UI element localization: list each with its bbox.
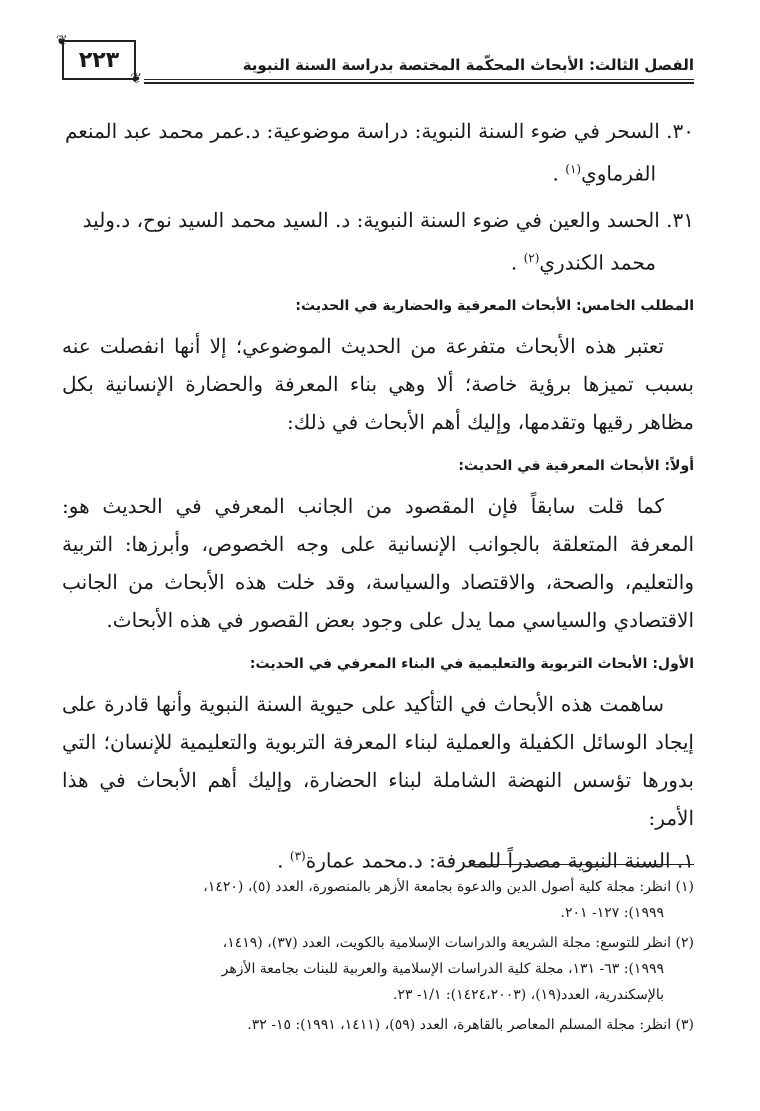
footnote-ref: (٢) xyxy=(523,250,540,265)
author-name: الفرماوي xyxy=(581,161,656,186)
footnote-2-line3: بالإسكندرية، العدد(١٩)، (١٤٢٤،٢٠٠٣): ١/١- ٢٣. xyxy=(392,987,664,1003)
footnote-2-line2: ١٩٩٩): ٦٣- ١٣١، مجلة كلية الدراسات الإسلامية والعربية للبنات بجامعة الأزهر xyxy=(221,961,664,977)
terminator: . xyxy=(552,161,559,186)
footnotes xyxy=(62,874,694,1042)
list-item-31-line2 xyxy=(62,239,694,282)
footnote-3 xyxy=(62,1012,694,1038)
ornament-icon: ❦ xyxy=(56,33,68,49)
subsection-paragraph: كما قلت سابقاً فإن المقصود من الجانب المعرفي في الحديث هو: المعرفة المتعلقة بالجوانب الإنسانية على وجه الخصوص، وأبرزها: التربية والتعليم، والصحة، والاقتصاد والسياسة، وقد خلت هذه الأبحاث من الجانب الاقتصادي والسياسي مما يدل على وجود بعض القصور في هذه الأبحاث. xyxy=(62,494,694,633)
footnote-1-line1: (١) انظر: مجلة كلية أصول الدين والدعوة بجامعة الأزهر بالمنصورة، العدد (٥)، (١٤٢٠، xyxy=(203,879,694,895)
list-item-30-line2 xyxy=(62,150,694,193)
footnote-1-line2: ١٩٩٩): ١٢٧- ٢٠١. xyxy=(560,905,664,921)
subsubsection-heading: الأول: الأبحاث التربوية والتعليمية في البناء المعرفي في الحديث: xyxy=(249,656,694,673)
footnote-2-line1: (٢) انظر للتوسع: مجلة الشريعة والدراسات الإسلامية بالكويت، العدد (٣٧)، (١٤١٩، xyxy=(222,935,694,951)
author-name: محمد الكندري xyxy=(539,250,656,275)
footnote-ref: (٣) xyxy=(289,849,306,864)
page-body xyxy=(62,112,694,888)
footnote-1 xyxy=(62,874,694,926)
chapter-title: الفصل الثالث: الأبحاث المحكّمة المختصة بدراسة السنة النبوية xyxy=(242,56,694,74)
page-number: ٢٢٣ xyxy=(78,47,120,73)
terminator: . xyxy=(277,848,284,873)
terminator: . xyxy=(510,250,518,275)
header-divider xyxy=(144,82,694,84)
header-divider-thin xyxy=(144,79,694,80)
section-paragraph: تعتبر هذه الأبحاث متفرعة من الحديث الموضوعي؛ إلا أنها انفصلت عنه بسبب تميزها برؤية خاصة؛ ألا وهي بناء المعرفة والحضارة الإنسانية بكل مظاهر رقيها وتقدمها، وإليك أهم الأبحاث في ذلك: xyxy=(62,334,694,435)
footnote-ref: (١) xyxy=(565,162,582,176)
page-header xyxy=(56,33,694,87)
list-item-1-text: ١. السنة النبوية مصدراً للمعرفة: د.محمد عمارة xyxy=(305,848,694,873)
section-heading: المطلب الخامس: الأبحاث المعرفية والحضارية في الحديث: xyxy=(295,298,694,315)
list-item-31 xyxy=(62,201,694,282)
subsubsection-paragraph: ساهمت هذه الأبحاث في التأكيد على حيوية السنة النبوية وأنها قادرة على إيجاد الوسائل الكفيلة والعملية لبناء المعرفة التربوية والتعليمية للإنسان؛ التي بدورها تؤسس النهضة الشاملة لبناء الحضارة، وإليك أهم الأبحاث في هذا الأمر: xyxy=(62,692,695,831)
list-item-30 xyxy=(62,112,694,193)
subsection-heading: أولاً: الأبحاث المعرفية في الحديث: xyxy=(458,458,694,475)
footnote-2 xyxy=(62,930,694,1008)
list-item-31-line1: ٣١. الحسد والعين في ضوء السنة النبوية: د. السيد محمد السيد نوح، د.وليد xyxy=(82,207,694,232)
page-number-box xyxy=(56,33,142,87)
footnote-divider xyxy=(469,864,694,865)
footnote-3-line1: (٣) انظر: مجلة المسلم المعاصر بالقاهرة، العدد (٥٩)، (١٤١١، ١٩٩١): ١٥- ٣٢. xyxy=(247,1017,694,1033)
ornament-icon: ❦ xyxy=(130,71,142,87)
list-item-30-line1: ٣٠. السحر في ضوء السنة النبوية: دراسة موضوعية: د.عمر محمد عبد المنعم xyxy=(64,119,694,143)
